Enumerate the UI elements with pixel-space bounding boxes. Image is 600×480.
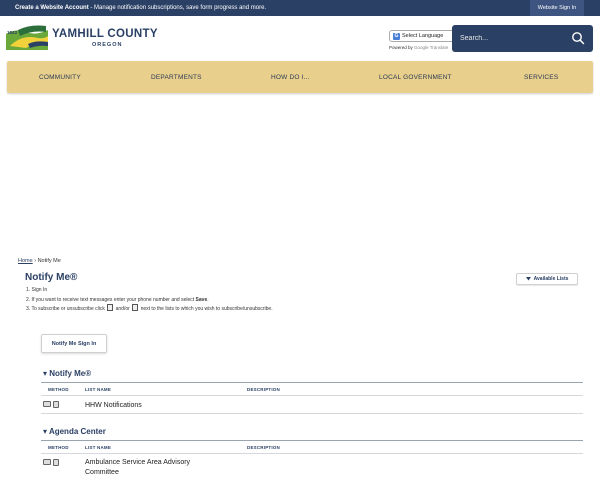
nav-item-local-government[interactable]: LOCAL GOVERNMENT xyxy=(379,73,452,81)
available-lists-button[interactable] xyxy=(516,273,578,285)
powered-by xyxy=(389,45,448,50)
nav-item-services[interactable]: SERVICES xyxy=(524,73,559,81)
email-subscribe-icon[interactable] xyxy=(43,401,51,407)
powered-by-text: Powered by xyxy=(389,45,413,50)
column-header-description: DESCRIPTION xyxy=(247,445,280,450)
available-lists-label: Available Lists xyxy=(533,276,569,282)
step-2 xyxy=(26,296,273,306)
create-account-text: - Manage notification subscriptions, save form progress and more. xyxy=(88,5,267,11)
search-icon[interactable] xyxy=(571,31,585,45)
section-divider xyxy=(41,382,583,383)
county-state: OREGON xyxy=(92,42,123,48)
section-title-notify-me[interactable]: ▾ Notify Me® xyxy=(43,369,92,378)
search-box xyxy=(452,25,593,52)
create-account-message xyxy=(15,5,266,11)
step-3-end: next to the lists to which you wish to subscribe/unsubscribe. xyxy=(140,306,273,312)
search-input[interactable] xyxy=(460,31,565,45)
sms-subscribe-icon[interactable] xyxy=(53,459,59,466)
method-icons xyxy=(43,401,59,408)
breadcrumb xyxy=(18,258,61,264)
email-subscribe-icon xyxy=(107,304,113,311)
breadcrumb-separator: › xyxy=(34,258,37,264)
caret-down-icon xyxy=(526,277,531,281)
column-header-method: METHOD xyxy=(48,445,69,450)
section-title-agenda-center[interactable]: ▾ Agenda Center xyxy=(43,427,106,436)
top-bar xyxy=(0,0,600,16)
step-3-mid: and/or xyxy=(115,306,130,312)
nav-item-how-do-i[interactable]: HOW DO I... xyxy=(271,73,310,81)
step-3 xyxy=(26,305,273,315)
list-name: HHW Notifications xyxy=(85,402,142,409)
create-account-link[interactable]: Create a Website Account xyxy=(15,5,89,11)
sms-subscribe-icon xyxy=(132,304,138,311)
breadcrumb-home[interactable]: Home xyxy=(18,258,33,264)
method-icons xyxy=(43,459,59,466)
sms-subscribe-icon[interactable] xyxy=(53,401,59,408)
section-divider xyxy=(41,440,583,441)
step-1: 1. Sign In xyxy=(26,287,48,293)
step-2-save: Save xyxy=(195,296,208,303)
step-3-text: 3. To subscribe or unsubscribe click xyxy=(26,306,105,312)
google-translate-link[interactable]: Google Translate xyxy=(414,45,449,50)
main-nav xyxy=(7,61,593,93)
row-divider xyxy=(41,413,583,414)
county-name[interactable]: YAMHILL COUNTY xyxy=(52,28,158,40)
language-select-label: Select Language xyxy=(402,33,444,39)
column-header-description: DESCRIPTION xyxy=(247,387,280,392)
column-header-list-name: LIST NAME xyxy=(85,445,112,450)
list-name: Ambulance Service Area Advisory Committee xyxy=(85,459,191,476)
page-title: Notify Me® xyxy=(25,272,78,283)
breadcrumb-current: Notify Me xyxy=(37,258,61,264)
logo-year: 1843 xyxy=(7,30,18,35)
column-header-list-name: LIST NAME xyxy=(85,387,112,392)
nav-item-departments[interactable]: DEPARTMENTS xyxy=(151,73,202,81)
step-2-end: . xyxy=(207,296,209,303)
instructions xyxy=(26,286,273,315)
notify-me-sign-in-button[interactable]: Notify Me Sign In xyxy=(41,334,107,353)
step-2-text: 2. If you want to receive text messages enter your phone number and select xyxy=(26,296,196,303)
column-header-method: METHOD xyxy=(48,387,69,392)
header-divider xyxy=(41,453,583,454)
header-divider xyxy=(41,395,583,396)
county-logo[interactable] xyxy=(6,24,48,50)
email-subscribe-icon[interactable] xyxy=(43,459,51,465)
website-sign-in-button[interactable]: Website Sign In xyxy=(530,0,584,16)
google-translate-icon: G xyxy=(394,32,399,39)
nav-item-community[interactable]: COMMUNITY xyxy=(39,73,81,81)
